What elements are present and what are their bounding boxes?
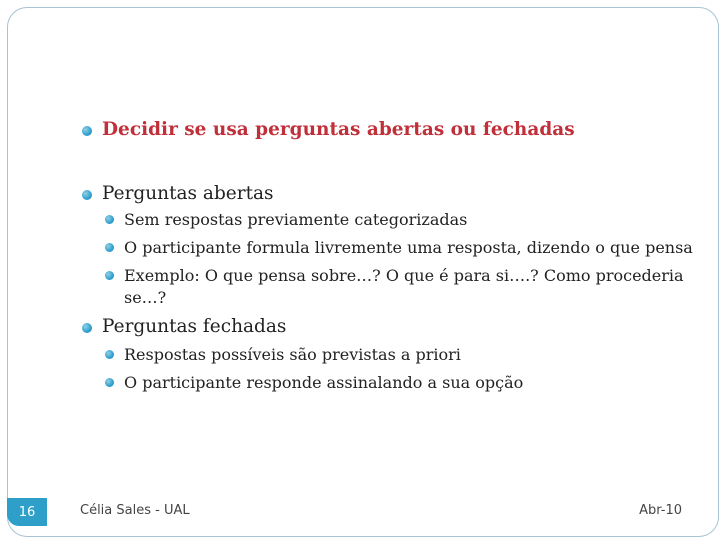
sub-bullet-item	[76, 265, 696, 309]
bullet-text: Exemplo: O que pensa sobre…? O que é para si….? Como procederia se…?	[124, 266, 684, 307]
bullet-icon	[105, 243, 114, 252]
bullet-icon	[82, 190, 92, 200]
bullet-text: Perguntas abertas	[102, 183, 274, 204]
bullet-item	[76, 182, 696, 206]
bullet-icon	[105, 215, 114, 224]
footer-date: Abr-10	[639, 503, 682, 518]
sub-bullet-item	[76, 372, 696, 394]
bullet-text: O participante responde assinalando a sua opção	[124, 373, 524, 392]
slide-content	[76, 118, 696, 394]
bullet-icon	[105, 350, 114, 359]
bullet-text: Respostas possíveis são previstas a priori	[124, 345, 461, 364]
bullet-item	[76, 315, 696, 339]
bullet-icon	[105, 271, 114, 280]
bullet-text-heading: Decidir se usa perguntas abertas ou fechadas	[102, 119, 575, 140]
bullet-icon	[105, 378, 114, 387]
bullet-text: O participante formula livremente uma resposta, dizendo o que pensa	[124, 238, 693, 257]
bullet-item	[76, 118, 696, 142]
bullet-text: Sem respostas previamente categorizadas	[124, 210, 468, 229]
sub-bullet-item	[76, 344, 696, 366]
bullet-icon	[82, 126, 92, 136]
sub-bullet-item	[76, 209, 696, 231]
footer-author: Célia Sales - UAL	[80, 503, 190, 518]
slide-number: 16	[7, 498, 47, 526]
bullet-text: Perguntas fechadas	[102, 316, 287, 337]
sub-bullet-item	[76, 237, 696, 259]
bullet-icon	[82, 323, 92, 333]
